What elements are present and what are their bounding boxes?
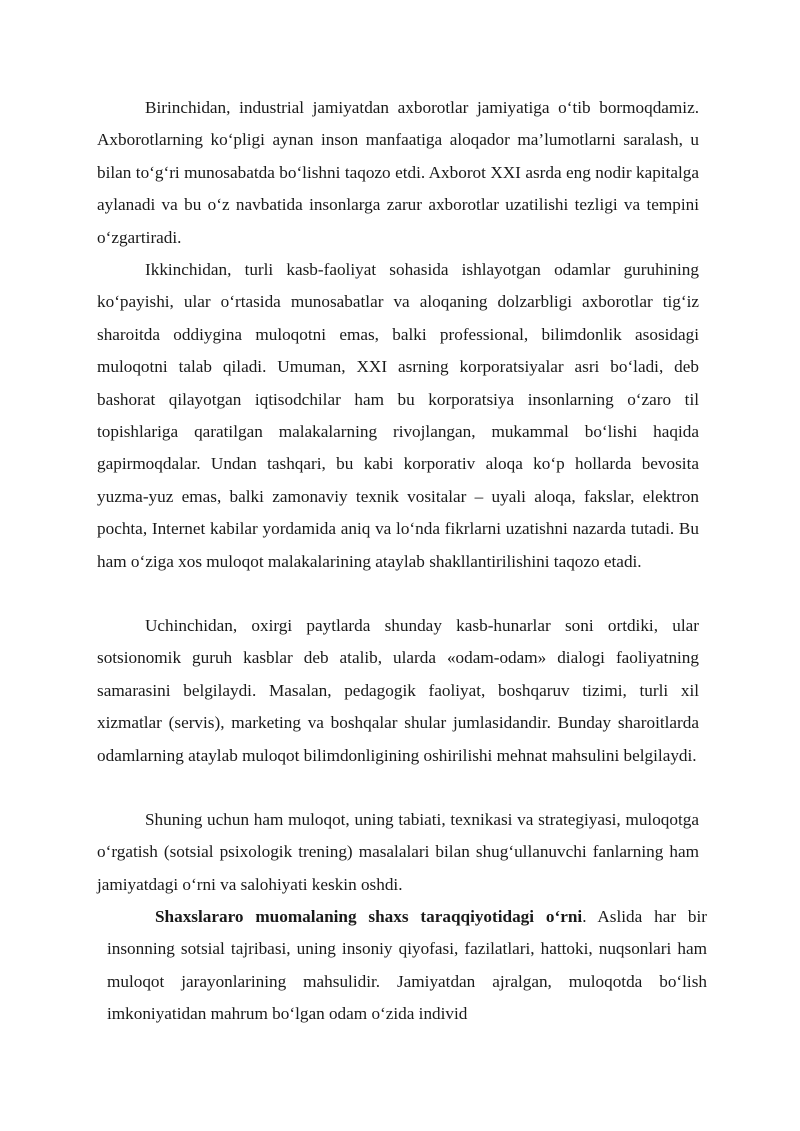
paragraph-shuning-uchun: Shuning uchun ham muloqot, uning tabiati, texnikasi va strategiyasi, muloqotga o‘rgatish (sotsial psixologik trening) masalalari bilan shug‘ullanuvchi fanlarning ham jamiyatdagi o‘rni va salohiyati keskin oshdi. [97, 810, 699, 894]
section-heading: Shaxslararo muomalaning shaxs taraqqiyotidagi o‘rni [155, 907, 583, 926]
paragraph-uchinchidan: Uchinchidan, oxirgi paytlarda shunday kasb-hunarlar soni ortdiki, ular sotsionomik guruh kasblar deb atalib, ularda «odam-odam» dialogi faoliyatning samarasini belgilaydi. Masalan, pedagogik faoliyat, boshqaruv tizimi, turli xil xizmatlar (servis), marketing va boshqalar shular jumlasidandir. Bunday sharoitlarda odamlarning ataylab muloqot bilimdonligining oshirilishi mehnat mahsulini belgilaydi. [97, 616, 699, 765]
paragraph-shaxslararo [107, 901, 707, 1031]
paragraph-birinchidan: Birinchidan, industrial jamiyatdan axborotlar jamiyatiga o‘tib bormoqdamiz. Axborotlarning ko‘pligi aynan inson manfaatiga aloqador ma’lumotlarni saralash, u bilan to‘g‘ri munosabatda bo‘lishni taqozo etdi. Axborot XXI asrda eng nodir kapitalga aylanadi va bu o‘z navbatida insonlarga zarur axborotlar uzatilishi tezligi va tempini o‘zgartiradi. [97, 98, 699, 247]
paragraph-body: . Aslida har bir insonning sotsial tajribasi, uning insoniy qiyofasi, fazilatlari, hattoki, nuqsonlari ham muloqot jarayonlarining mahsulidir. Jamiyatdan ajralgan, muloqotda bo‘lish imkoniyatidan mahrum bo‘lgan odam o‘zida individ [107, 907, 707, 1024]
paragraph-ikkinchidan: Ikkinchidan, turli kasb-faoliyat sohasida ishlayotgan odamlar guruhining ko‘payishi, ular o‘rtasida munosabatlar va aloqaning dolzarbligi axborotlar tig‘iz sharoitda oddiygina muloqotni emas, balki professional, bilimdonlik asosidagi muloqotni talab qiladi. Umuman, XXI asrning korporatsiyalar asri bo‘ladi, deb bashorat qilayotgan iqtisodchilar ham bu korporatsiya insonlarning o‘zaro til topishlariga qaratilgan malakalarning rivojlangan, mukammal bo‘lishi haqida gapirmoqdalar. Undan tashqari, bu kabi korporativ aloqa ko‘p hollarda bevosita yuzma-yuz emas, balki zamonaviy texnik vositalar – uyali aloqa, fakslar, elektron pochta, Internet kabilar yordamida aniq va lo‘nda fikrlarni uzatishni nazarda tutadi. Bu ham o‘ziga xos muloqot malakalarining ataylab shakllantirilishini taqozo etadi. [97, 260, 699, 571]
